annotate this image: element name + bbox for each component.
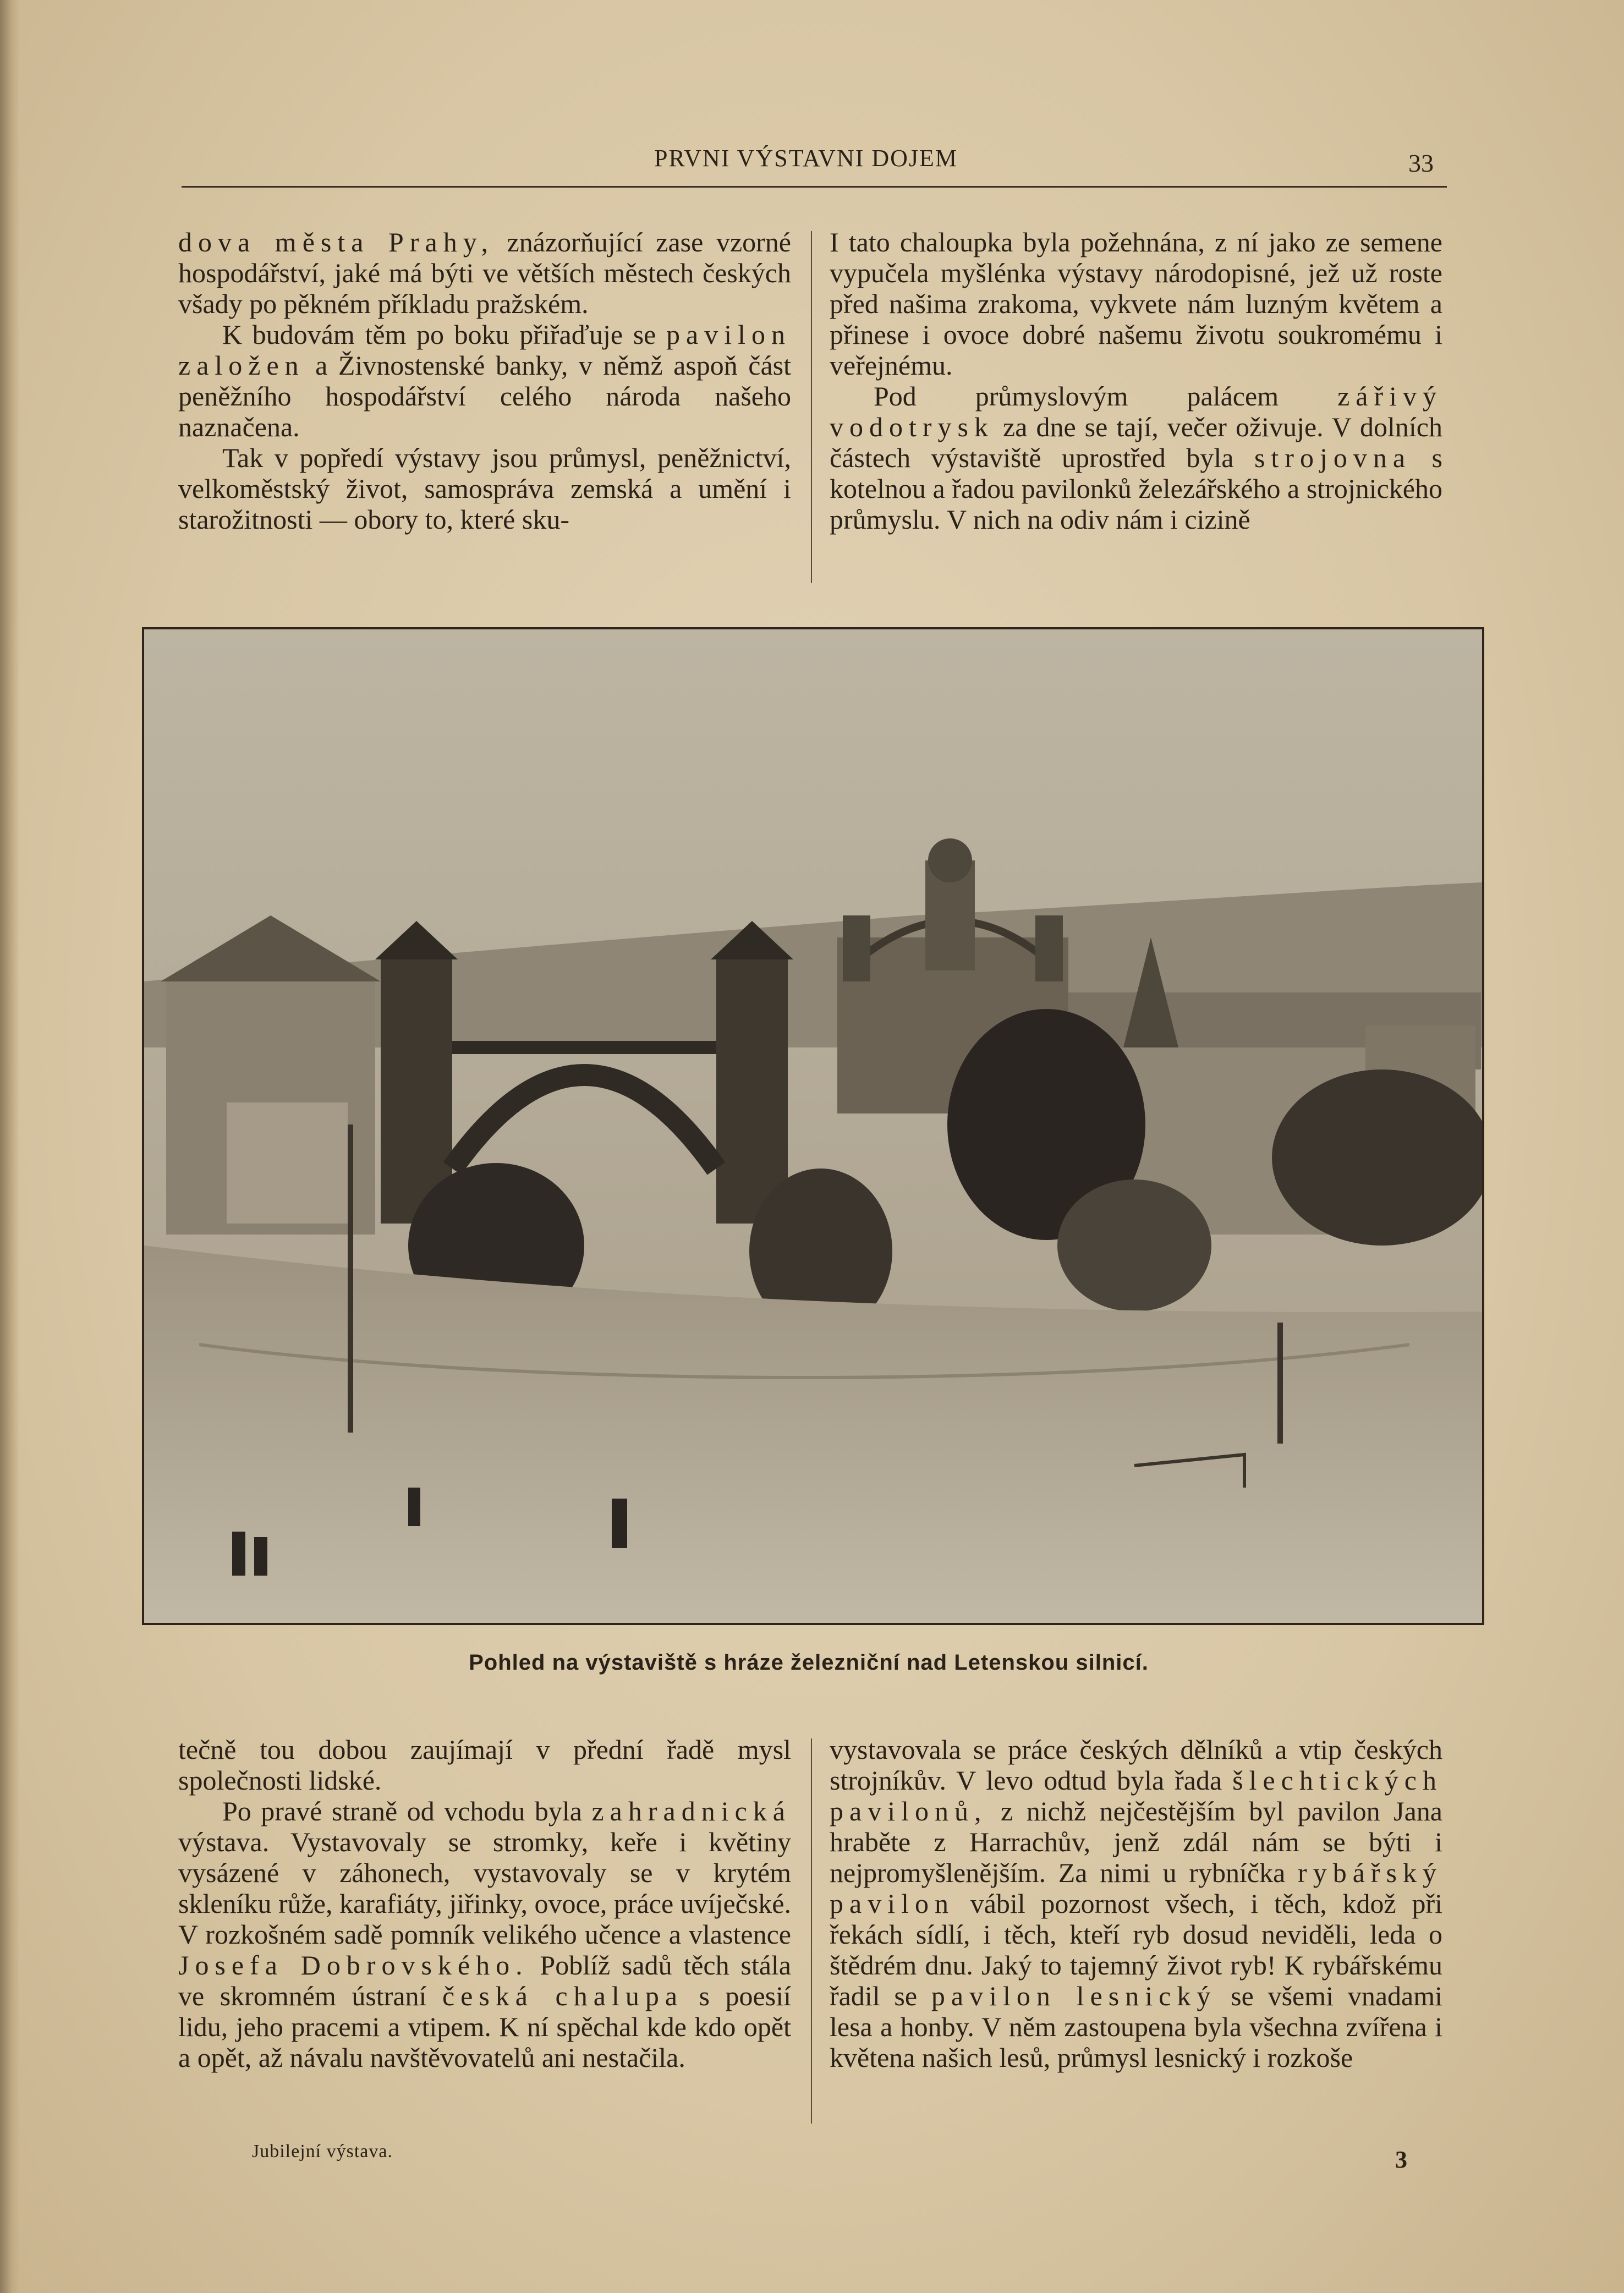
- bottom-right-column: [830, 1734, 1442, 2073]
- spaced-text: česká chalupa: [442, 1981, 684, 2011]
- running-title: PRVNI VÝSTAVNI DOJEM: [654, 145, 958, 172]
- photo-caption: Pohled na výstaviště s hráze železniční nad Letenskou silnicí.: [469, 1650, 1149, 1675]
- footer-title: Jubilejní výstava.: [252, 2141, 393, 2162]
- spaced-text: zahradnická: [591, 1796, 791, 1826]
- text: s kotelnou a řadou pavilonků železářského a strojnického průmyslu. V nich na odiv nám i cizině: [830, 442, 1442, 535]
- spaced-text: zářivý vodotrysk: [830, 381, 1442, 442]
- text: tečně tou dobou zaujímají v přední řadě mysl společnosti lidské.: [178, 1734, 791, 1796]
- paragraph: [178, 1796, 791, 2073]
- spaced-text: pavilon lesnický: [931, 1981, 1217, 2011]
- paragraph: [178, 319, 791, 442]
- column-rule: [811, 1738, 812, 2124]
- spaced-text: pavilon založen: [178, 319, 791, 381]
- spaced-text: rybářský pavilon: [830, 1857, 1442, 1919]
- text: K budovám těm po boku přiřaďuje se: [222, 319, 667, 350]
- paragraph: [830, 1734, 1442, 2073]
- page-number: 33: [1408, 149, 1434, 177]
- text: Po pravé straně od vchodu byla: [222, 1796, 592, 1826]
- spaced-text: šlechtických pavilonů,: [830, 1765, 1442, 1826]
- paragraph: [830, 227, 1442, 381]
- paragraph: [178, 227, 791, 319]
- exhibition-photograph: [142, 627, 1484, 1625]
- signature-mark: 3: [1395, 2146, 1407, 2173]
- text: vábil pozornost všech, i těch, kdož při řekách sídlí, i těch, kteří ryb dosud neviděli, leda o štědrém dnu. Jaký to tajemný život ryb! K rybářskému řadil se: [830, 1888, 1442, 2011]
- text: s poesií lidu, jeho pracemi a vtipem. K ní spěchal kde kdo opět a opět, až návalu navštěvovatelů ani nestačila.: [178, 1981, 791, 2073]
- text: a Živnostenské banky, v němž aspoň část peněžního hospodářství celého národa našeho naznačena.: [178, 350, 791, 442]
- text: se všemi vnadami lesa a honby. V něm zastoupena byla všechna zvířena i květena našich lesů, průmysl lesnický i rozkoše: [830, 1981, 1443, 2073]
- paragraph: [830, 381, 1442, 535]
- text: výstava. Vystavovaly se stromky, keře i květiny vysázené v záhonech, vystavovaly se v krytém skleníku růže, karafiáty, jiřinky, ovoce, práce uvíječské. V rozkošném sadě pomník velikého učence a vlastence: [178, 1826, 791, 1950]
- paragraph: [178, 1734, 791, 1796]
- spaced-text: dova města Prahy,: [178, 227, 494, 257]
- text: Poblíž sadů těch stála ve skromném ústraní: [178, 1950, 791, 2011]
- photo-illustration: [144, 629, 1482, 1623]
- spaced-text: Josefa Dobrovského.: [178, 1950, 529, 1981]
- book-spine-shadow: [0, 0, 20, 2293]
- text: za dne se tají, večer oživuje. V dolních částech výstaviště uprostřed byla: [830, 412, 1442, 473]
- text: vystavovala se práce českých dělníků a vtip českých strojníkův. V levo odtud byla řada: [830, 1734, 1442, 1796]
- text: I tato chaloupka byla požehnána, z ní jako ze semene vypučela myšlénka výstavy národopisné, jež už roste před našima zrakoma, vykvete nám luzným květem a přinese i ovoce dobré našemu životu soukromému i veřejnému.: [830, 227, 1442, 381]
- header-rule: [182, 186, 1447, 188]
- text: znázorňující zase vzorné hospodářství, jaké má býti ve větších městech českých všady po pěkném příkladu pražském.: [178, 227, 791, 319]
- column-rule: [811, 231, 812, 583]
- text: Tak v popředí výstavy jsou průmysl, peněžnictví, velkoměstský život, samospráva zemská a umění i starožitnosti — obory to, které sku-: [178, 442, 791, 535]
- text: z nichž nejčestějším byl pavilon Jana hraběte z Harrachův, jenž zdál nám se býti i nejpromyšlenějším. Za nimi u rybníčka: [830, 1796, 1442, 1888]
- paragraph: [178, 442, 791, 535]
- text: Pod průmyslovým palácem: [874, 381, 1338, 412]
- bottom-left-column: [178, 1734, 791, 2073]
- top-right-column: [830, 227, 1442, 535]
- top-left-column: [178, 227, 791, 535]
- spaced-text: strojovna: [1254, 442, 1412, 473]
